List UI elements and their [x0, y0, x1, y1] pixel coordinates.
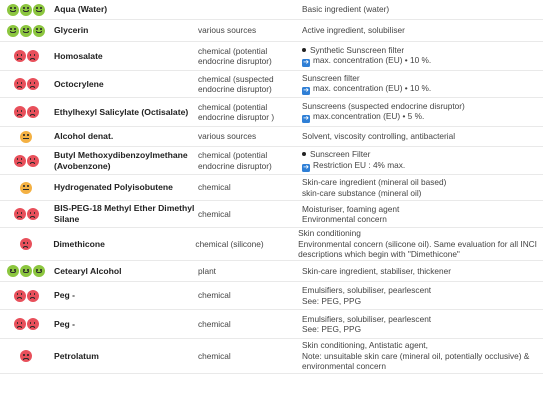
rating-faces	[0, 208, 52, 220]
rating-faces	[0, 155, 52, 167]
ingredient-function	[302, 177, 543, 198]
green-face-icon	[20, 25, 32, 37]
red-face-icon	[20, 350, 32, 362]
function-text: Skin-care ingredient (mineral oil based)	[302, 177, 447, 187]
red-face-icon	[14, 290, 26, 302]
face-eye	[27, 7, 29, 9]
face-eye	[17, 54, 19, 56]
function-line	[298, 249, 537, 260]
table-row	[0, 261, 543, 282]
ingredient-origin: chemical	[198, 318, 231, 329]
face-eye	[23, 242, 25, 244]
ingredient-name[interactable]: Peg -	[54, 290, 76, 300]
face-eye	[27, 185, 29, 187]
rating-faces	[0, 78, 52, 90]
rating-faces	[0, 318, 52, 330]
face-mouth	[23, 246, 28, 248]
face-eye	[10, 269, 12, 271]
face-eye	[14, 269, 16, 271]
face-eye	[21, 322, 23, 324]
face-eye	[14, 7, 16, 9]
face-mouth	[17, 58, 22, 60]
green-face-icon	[7, 265, 19, 277]
face-eye	[34, 158, 36, 160]
ingredient-name[interactable]: Dimethicone	[53, 238, 105, 249]
face-eye	[27, 354, 29, 356]
ingredient-origin: various sources	[198, 131, 257, 142]
face-eye	[30, 158, 32, 160]
function-text: Note: unsuitable skin care (mineral oil, potentially occlusive) &	[302, 350, 530, 361]
face-mouth	[17, 326, 22, 328]
face-eye	[21, 212, 23, 214]
ingredient-origin: chemical (potential endocrine disruptor)	[198, 150, 272, 171]
face-mouth	[30, 216, 35, 218]
face-eye	[21, 82, 23, 84]
face-eye	[23, 269, 25, 271]
ingredient-origin: chemical	[198, 350, 231, 361]
function-text: Environmental concern	[302, 214, 387, 224]
ingredient-function	[302, 131, 543, 142]
function-line	[302, 285, 537, 296]
function-line	[302, 177, 537, 188]
face-eye	[17, 212, 19, 214]
face-mouth	[17, 297, 22, 299]
function-line	[302, 101, 537, 112]
function-line	[302, 160, 537, 172]
face-eye	[27, 242, 29, 244]
table-row	[0, 98, 543, 127]
ingredient-name[interactable]: Glycerin	[54, 25, 89, 35]
face-mouth	[36, 271, 41, 273]
face-eye	[23, 354, 25, 356]
function-text: Skin conditioning, Antistatic agent,	[302, 340, 428, 351]
function-text: environmental concern	[302, 361, 386, 372]
rating-faces	[0, 4, 52, 16]
function-line	[302, 188, 537, 199]
red-face-icon	[27, 78, 39, 90]
ingredient-origin: chemical (potential endocrine disruptor )	[198, 101, 275, 122]
green-face-icon	[7, 4, 19, 16]
face-eye	[21, 293, 23, 295]
face-eye	[23, 185, 25, 187]
table-row	[0, 42, 543, 71]
function-line	[302, 25, 537, 36]
face-eye	[17, 293, 19, 295]
face-mouth	[36, 10, 41, 12]
arrow-right-icon: ➔	[303, 87, 309, 95]
face-eye	[34, 54, 36, 56]
function-line	[302, 149, 537, 160]
face-eye	[17, 110, 19, 112]
green-face-icon	[33, 265, 45, 277]
face-mouth	[30, 297, 35, 299]
function-line	[302, 83, 537, 95]
face-eye	[34, 110, 36, 112]
red-face-icon	[14, 208, 26, 220]
ingredient-name[interactable]: Cetearyl Alcohol	[54, 265, 122, 276]
face-eye	[34, 212, 36, 214]
function-text: Sunscreen Filter	[310, 149, 371, 160]
function-text: max. concentration (EU) • 10 %.	[313, 83, 432, 94]
ingredient-origin: chemical	[198, 290, 231, 301]
ingredient-function	[302, 149, 543, 172]
ingredient-origin: plant	[198, 265, 216, 276]
rating-faces	[0, 238, 51, 250]
ingredient-function	[302, 25, 543, 36]
function-text: Sunscreens (suspected endocrine disruptor)	[302, 100, 465, 111]
rating-faces	[0, 25, 52, 37]
function-text: Skin conditioning	[298, 228, 361, 239]
face-mouth	[30, 114, 35, 116]
table-row	[0, 0, 543, 20]
orange-face-icon	[20, 131, 32, 143]
function-text: Emulsifiers, solubiliser, pearlescent	[302, 285, 432, 295]
function-line	[302, 4, 537, 15]
function-line	[298, 239, 537, 250]
function-text: See: PEG, PPG	[302, 295, 362, 306]
red-face-icon	[27, 208, 39, 220]
red-face-icon	[20, 238, 32, 250]
face-eye	[30, 322, 32, 324]
red-face-icon	[27, 155, 39, 167]
ingredient-name[interactable]: Butyl Methoxydibenzoylmethane (Avobenzone)	[54, 149, 188, 171]
face-mouth	[30, 162, 35, 164]
rating-faces	[0, 182, 52, 194]
face-eye	[17, 158, 19, 160]
face-mouth	[10, 31, 15, 33]
ingredient-name[interactable]: Hydrogenated Polyisobutene	[54, 182, 173, 192]
ingredient-origin: chemical (suspected endocrine disruptor)	[198, 73, 274, 94]
table-row	[0, 71, 543, 98]
function-line	[302, 361, 537, 372]
table-row	[0, 282, 543, 310]
face-mouth	[30, 86, 35, 88]
face-eye	[27, 28, 29, 30]
function-text: Synthetic Sunscreen filter	[310, 44, 405, 55]
face-mouth	[36, 31, 41, 33]
ingredient-function	[302, 73, 543, 96]
rating-faces	[0, 265, 52, 277]
function-text: descriptions which begin with "Dimethicone"	[298, 249, 460, 260]
rating-faces	[0, 131, 52, 143]
arrow-right-icon: ➔	[303, 163, 309, 171]
function-text: skin-care substance (mineral oil)	[302, 187, 422, 198]
face-eye	[30, 212, 32, 214]
function-text: Sunscreen filter	[302, 72, 360, 83]
rating-faces	[0, 106, 52, 118]
face-eye	[27, 134, 29, 136]
function-line	[302, 324, 537, 335]
ingredient-function	[302, 45, 543, 68]
green-face-icon	[33, 4, 45, 16]
table-row	[0, 228, 543, 261]
face-mouth	[23, 31, 28, 33]
ingredient-function	[298, 228, 543, 260]
ingredient-function	[302, 101, 543, 124]
table-row	[0, 310, 543, 339]
green-face-icon	[7, 25, 19, 37]
red-face-icon	[14, 106, 26, 118]
arrow-right-icon: ➔	[303, 59, 309, 67]
table-row	[0, 147, 543, 175]
face-eye	[30, 82, 32, 84]
ingredient-function	[302, 314, 543, 335]
rating-faces	[0, 350, 52, 362]
face-eye	[40, 7, 42, 9]
ingredient-origin: chemical	[198, 208, 231, 219]
ingredient-name[interactable]: Ethylhexyl Salicylate (Octisalate)	[54, 106, 189, 117]
face-mouth	[10, 10, 15, 12]
function-line	[302, 314, 537, 325]
red-face-icon	[27, 106, 39, 118]
function-line	[302, 45, 537, 56]
ingredient-name[interactable]: Homosalate	[54, 50, 103, 61]
function-line	[298, 228, 537, 239]
function-line	[302, 351, 537, 362]
function-text: Restriction EU : 4% max.	[313, 159, 406, 170]
ingredient-function	[302, 266, 543, 277]
face-eye	[34, 293, 36, 295]
face-eye	[30, 54, 32, 56]
rating-faces	[0, 290, 52, 302]
face-eye	[27, 269, 29, 271]
face-eye	[17, 82, 19, 84]
face-mouth	[23, 271, 28, 273]
function-line	[302, 131, 537, 142]
face-mouth	[17, 86, 22, 88]
ingredient-name[interactable]: Peg -	[54, 318, 76, 329]
function-text: Solvent, viscosity controlling, antibacterial	[302, 131, 456, 142]
function-text: Environmental concern (silicone oil). Same evaluation for all INCI	[298, 238, 537, 249]
ingredient-name[interactable]: BIS-PEG-18 Methyl Ether Dimethyl Silane	[54, 203, 195, 224]
ingredient-origin: chemical	[198, 182, 231, 193]
function-text: Moisturiser, foaming agent	[302, 203, 400, 214]
face-eye	[36, 269, 38, 271]
function-text: Skin-care ingredient, stabiliser, thickener	[302, 265, 451, 276]
face-eye	[30, 293, 32, 295]
ingredient-name[interactable]: Alcohol denat.	[54, 131, 114, 141]
function-text: Basic ingredient (water)	[302, 4, 390, 15]
table-row	[0, 175, 543, 201]
face-eye	[23, 7, 25, 9]
function-text: See: PEG, PPG	[302, 324, 362, 334]
function-line	[302, 111, 537, 123]
red-face-icon	[14, 318, 26, 330]
face-eye	[34, 322, 36, 324]
green-face-icon	[20, 265, 32, 277]
red-face-icon	[27, 290, 39, 302]
ingredient-origin: chemical (potential endocrine disruptor)	[198, 45, 272, 66]
face-mouth	[30, 326, 35, 328]
function-line	[302, 296, 537, 307]
function-text: max. concentration (EU) • 10 %.	[313, 55, 432, 66]
face-eye	[40, 28, 42, 30]
face-eye	[36, 28, 38, 30]
table-row	[0, 339, 543, 374]
face-eye	[40, 269, 42, 271]
face-eye	[17, 322, 19, 324]
face-eye	[21, 158, 23, 160]
function-line	[302, 73, 537, 84]
face-mouth	[30, 58, 35, 60]
red-face-icon	[27, 318, 39, 330]
ingredient-origin: chemical (silicone)	[195, 238, 264, 249]
face-eye	[23, 134, 25, 136]
face-mouth	[17, 114, 22, 116]
face-mouth	[17, 216, 22, 218]
ingredient-function	[302, 4, 543, 15]
ingredient-name[interactable]: Aqua (Water)	[54, 4, 108, 14]
table-row	[0, 20, 543, 42]
ingredient-name[interactable]: Octocrylene	[54, 78, 104, 89]
face-mouth	[17, 162, 22, 164]
red-face-icon	[14, 155, 26, 167]
green-face-icon	[20, 4, 32, 16]
ingredient-function	[302, 204, 543, 225]
function-line	[302, 340, 537, 351]
face-mouth	[23, 138, 28, 139]
orange-face-icon	[20, 182, 32, 194]
function-line	[302, 204, 537, 215]
face-eye	[30, 110, 32, 112]
ingredient-origin: various sources	[198, 25, 257, 36]
function-text: max.concentration (EU) • 5 %.	[313, 111, 425, 122]
face-eye	[10, 7, 12, 9]
red-face-icon	[27, 50, 39, 62]
ingredient-name[interactable]: Petrolatum	[54, 350, 99, 361]
bullet-icon	[302, 48, 306, 52]
red-face-icon	[14, 50, 26, 62]
function-line	[302, 55, 537, 67]
face-eye	[34, 82, 36, 84]
function-text: Active ingredient, solubiliser	[302, 25, 405, 36]
face-eye	[10, 28, 12, 30]
arrow-right-icon: ➔	[303, 115, 309, 123]
function-line	[302, 214, 537, 225]
red-face-icon	[14, 78, 26, 90]
face-mouth	[23, 358, 28, 360]
table-row	[0, 201, 543, 228]
table-row	[0, 127, 543, 147]
rating-faces	[0, 50, 52, 62]
function-text: Emulsifiers, solubiliser, pearlescent	[302, 313, 432, 324]
function-line	[302, 266, 537, 277]
face-mouth	[23, 189, 28, 190]
face-mouth	[23, 10, 28, 12]
green-face-icon	[33, 25, 45, 37]
face-eye	[14, 28, 16, 30]
ingredient-function	[302, 285, 543, 306]
face-eye	[36, 7, 38, 9]
face-eye	[21, 110, 23, 112]
face-eye	[21, 54, 23, 56]
bullet-icon	[302, 152, 306, 156]
ingredient-function	[302, 340, 543, 372]
face-eye	[23, 28, 25, 30]
face-mouth	[10, 271, 15, 273]
